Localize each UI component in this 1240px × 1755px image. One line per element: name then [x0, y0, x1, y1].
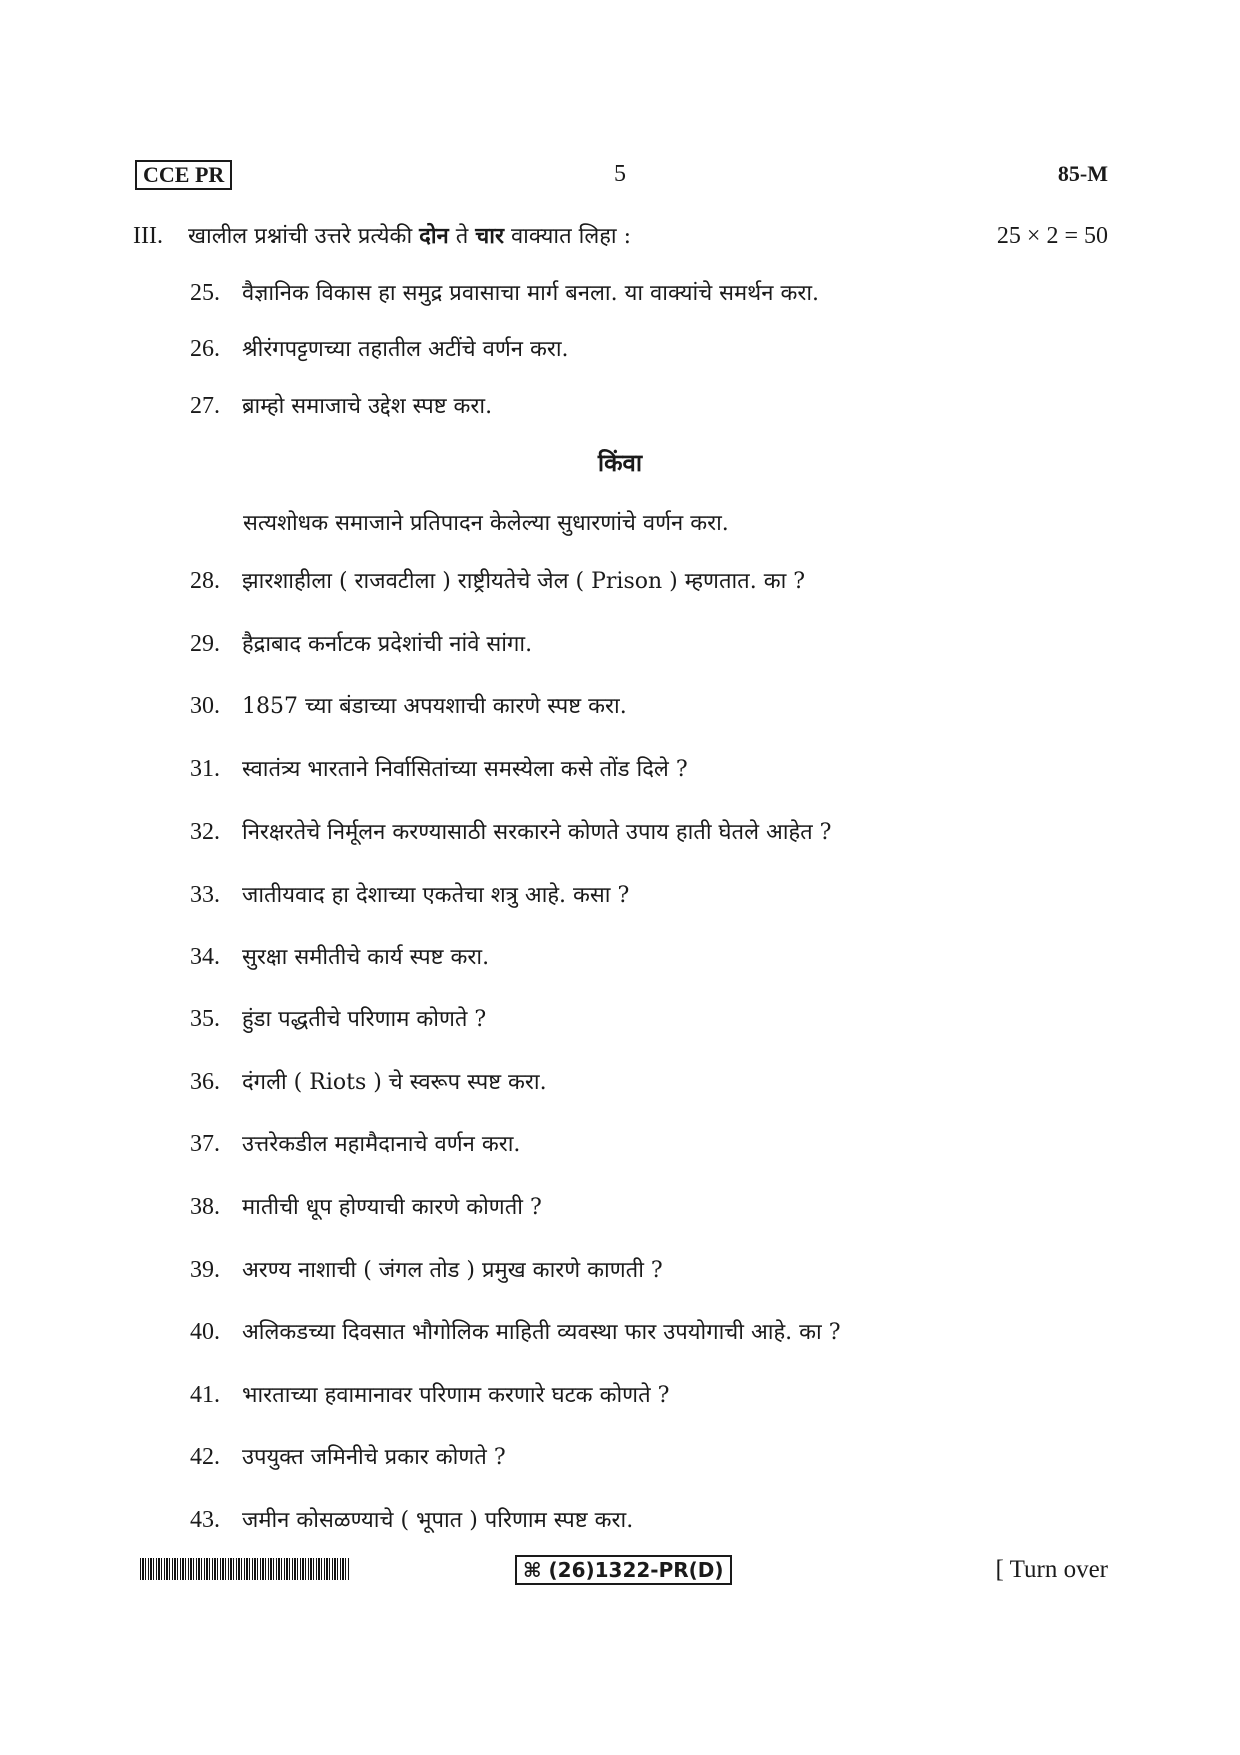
question-text: उपयुक्त जमिनीचे प्रकार कोणते ?	[242, 1445, 506, 1470]
question-number: 27.	[190, 393, 220, 419]
question-item	[190, 1128, 520, 1161]
question-text: दंगली ( Riots ) चे स्वरूप स्पष्ट करा.	[242, 1070, 547, 1095]
question-number: 39.	[190, 1257, 220, 1283]
section-instruction	[188, 221, 631, 252]
turn-over-label: [ Turn over	[995, 1556, 1108, 1583]
question-item	[190, 277, 819, 310]
question-text: मातीची धूप होण्याची कारणे कोणती ?	[242, 1195, 542, 1220]
question-number: 32.	[190, 819, 220, 845]
question-text: अलिकडच्या दिवसात भौगोलिक माहिती व्यवस्था फार उपयोगाची आहे. का ?	[242, 1320, 841, 1345]
question-number: 42.	[190, 1444, 220, 1470]
question-item	[190, 879, 629, 912]
question-item	[190, 390, 492, 423]
section-marks: 25 × 2 = 50	[996, 223, 1108, 249]
question-number: 34.	[190, 944, 220, 970]
alternative-question: सत्यशोधक समाजाने प्रतिपादन केलेल्या सुधारणांचे वर्णन करा.	[243, 511, 729, 536]
question-number: 41.	[190, 1382, 220, 1408]
question-item	[190, 1191, 542, 1224]
question-number: 38.	[190, 1194, 220, 1220]
question-item	[190, 753, 688, 786]
question-item	[190, 1441, 506, 1474]
question-item	[190, 1254, 663, 1287]
question-item	[190, 565, 805, 598]
question-item	[190, 1316, 841, 1349]
page-number: 5	[614, 161, 626, 187]
question-text: वैज्ञानिक विकास हा समुद्र प्रवासाचा मार्ग बनला. या वाक्यांचे समर्थन करा.	[242, 281, 820, 306]
question-text: उत्तरेकडील महामैदानाचे वर्णन करा.	[242, 1132, 521, 1157]
paper-code: 85-M	[1057, 161, 1108, 186]
question-text: स्वातंत्र्य भारताने निर्वासितांच्या समस्येला कसे तोंड दिले ?	[242, 757, 688, 782]
question-item	[190, 333, 569, 366]
question-text: ब्राम्हो समाजाचे उद्देश स्पष्ट करा.	[242, 394, 493, 419]
question-number: 37.	[190, 1131, 220, 1157]
question-number: 33.	[190, 882, 220, 908]
instruction-bold-1: दोन	[419, 223, 449, 249]
question-text: झारशाहीला ( राजवटीला ) राष्ट्रीयतेचे जेल ( Prison ) म्हणतात. का ?	[242, 569, 806, 594]
header-code-box: CCE PR	[135, 160, 232, 190]
question-number: 43.	[190, 1507, 220, 1533]
question-number: 25.	[190, 280, 220, 306]
footer-code-box: ⌘ (26)1322-PR(D)	[515, 1555, 732, 1585]
question-number: 26.	[190, 336, 220, 362]
question-number: 28.	[190, 568, 220, 594]
question-item	[190, 628, 532, 661]
question-text: भारताच्या हवामानावर परिणाम करणारे घटक कोणते ?	[242, 1383, 670, 1408]
question-item	[190, 1379, 669, 1412]
instruction-bold-2: चार	[475, 223, 504, 249]
question-item	[190, 690, 627, 723]
question-number: 36.	[190, 1069, 220, 1095]
question-text: जमीन कोसळण्याचे ( भूपात ) परिणाम स्पष्ट करा.	[242, 1508, 634, 1533]
instruction-part-1: खालील प्रश्नांची उत्तरे प्रत्येकी	[188, 224, 420, 249]
question-text: हुंडा पद्धतीचे परिणाम कोणते ?	[242, 1007, 487, 1032]
question-item	[190, 941, 489, 974]
question-text: जातीयवाद हा देशाच्या एकतेचा शत्रु आहे. कसा ?	[242, 883, 630, 908]
or-label: किंवा	[597, 448, 643, 477]
question-text: श्रीरंगपट्टणच्या तहातील अटींचे वर्णन करा.	[242, 337, 569, 362]
instruction-part-2: ते	[448, 224, 476, 249]
question-item	[190, 816, 831, 849]
question-text: अरण्य नाशाची ( जंगल तोड ) प्रमुख कारणे काणती ?	[242, 1258, 663, 1283]
section-number: III.	[133, 223, 163, 249]
barcode	[140, 1558, 350, 1580]
question-text: 1857 च्या बंडाच्या अपयशाची कारणे स्पष्ट करा.	[242, 694, 627, 719]
question-number: 31.	[190, 756, 220, 782]
question-text: सुरक्षा समीतीचे कार्य स्पष्ट करा.	[242, 945, 490, 970]
question-item	[190, 1504, 633, 1537]
question-item	[190, 1066, 547, 1099]
question-item	[190, 1003, 486, 1036]
question-text: निरक्षरतेचे निर्मूलन करण्यासाठी सरकारने कोणते उपाय हाती घेतले आहेत ?	[242, 820, 832, 845]
question-text: हैद्राबाद कर्नाटक प्रदेशांची नांवे सांगा.	[242, 632, 533, 657]
instruction-part-3: वाक्यात लिहा :	[503, 224, 632, 249]
question-number: 40.	[190, 1319, 220, 1345]
question-number: 35.	[190, 1006, 220, 1032]
question-number: 30.	[190, 693, 220, 719]
question-number: 29.	[190, 631, 220, 657]
